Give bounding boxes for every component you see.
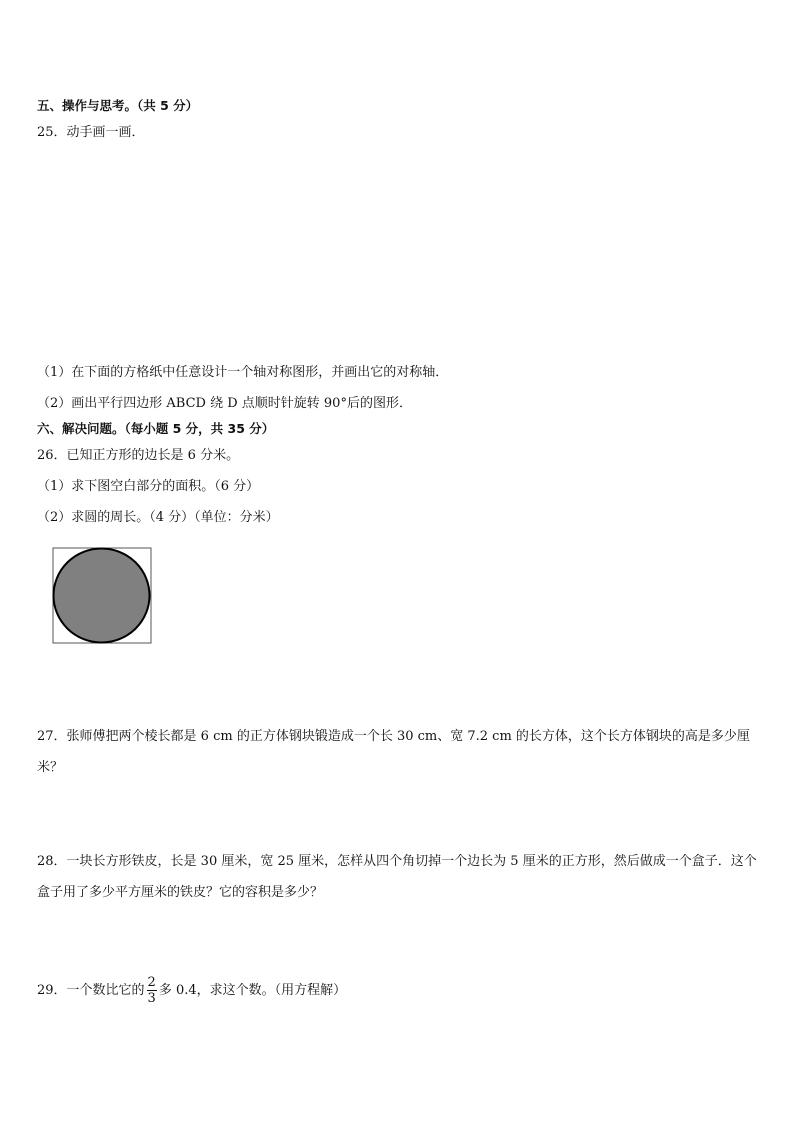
question-26-part-1: （1）求下图空白部分的面积。（6 分） (37, 479, 260, 494)
circle-in-square-figure (52, 547, 152, 645)
section-heading-5: 五、操作与思考。（共 5 分） (37, 98, 199, 113)
question-29 (37, 974, 346, 1008)
question-29-before: 29．一个数比它的 (37, 983, 145, 998)
question-25-prompt: 25．动手画一画． (37, 125, 145, 140)
question-26-part-2: （2）求圆的周长。（4 分）（单位：分米） (37, 510, 279, 525)
question-28: 28．一块长方形铁皮，长是 30 厘米，宽 25 厘米，怎样从四个角切掉一个边长为 5 厘米的正方形，然后做成一个盒子．这个盒子用了多少平方厘米的铁皮？它的容积是多少？ (37, 854, 757, 900)
shaded-circle (54, 549, 150, 643)
question-25-part-1: （1）在下面的方格纸中任意设计一个轴对称图形，并画出它的对称轴． (37, 365, 449, 380)
fraction-numerator: 2 (147, 975, 156, 990)
section-heading-6: 六、解决问题。（每小题 5 分，共 35 分） (37, 421, 275, 436)
fraction-denominator: 3 (147, 991, 156, 1006)
fraction-two-thirds (147, 975, 157, 1006)
question-26-prompt: 26．已知正方形的边长是 6 分米。 (37, 448, 240, 463)
question-29-after: 多 0.4，求这个数。（用方程解） (158, 983, 347, 998)
question-27: 27．张师傅把两个棱长都是 6 cm 的正方体钢块锻造成一个长 30 cm、宽 7.2 cm 的长方体，这个长方体钢块的高是多少厘米？ (37, 729, 750, 775)
question-25-part-2: （2）画出平行四边形 ABCD 绕 D 点顺时针旋转 90°后的图形． (37, 396, 412, 411)
